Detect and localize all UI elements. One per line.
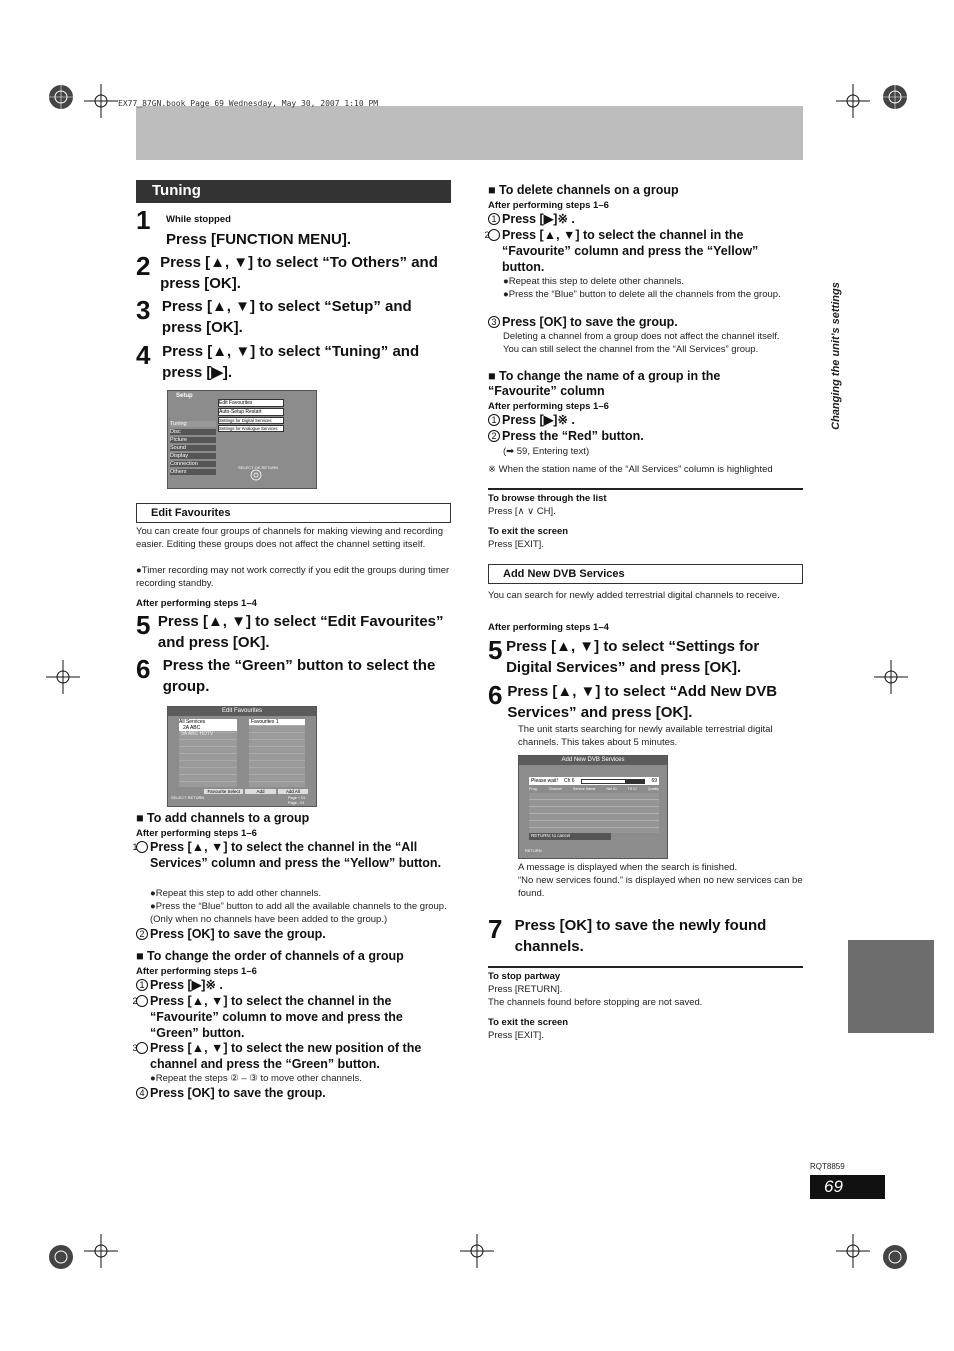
progress-percent: 69 [651,778,657,784]
dvb-step5: Press [▲, ▼] to select “Settings for Digital Services” and press [OK]. [506,638,760,676]
edit-fav-paragraph: You can create four groups of channels for making viewing and recording easier. Editing these groups does not affect the channel setting itself. [136,526,444,550]
option-item: Settings for Digital Services [218,417,284,424]
step6-text: Press the “Green” button to select the group. [162,657,436,695]
page-up: Page + 01 [288,796,306,800]
registration-mark-icon [878,1240,912,1274]
step-circle: 3 [488,316,500,328]
section-title: Tuning [136,180,451,203]
stop-text-2: The channels found before stopping are not saved. [488,997,703,1008]
dpad-icon [250,469,262,481]
doc-code: RQT8859 [810,1162,845,1171]
step-circle: 1 [136,841,148,853]
order-step2: Press [▲, ▼] to select the channel in the “Favourite” column to move and press the “Green” button. [150,994,403,1040]
step-circle: 2 [488,430,500,442]
nav-return: RETURN [261,465,279,470]
step-number: 2 [136,251,151,281]
after-steps: After performing steps 1–4 [136,598,257,609]
step5-text: Press [▲, ▼] to select “Edit Favourites” and press [OK]. [157,613,444,651]
step-circle: 2 [136,995,148,1007]
col-header: Net ID [606,787,617,791]
step-circle: 1 [488,414,500,426]
step-circle: 4 [136,1087,148,1099]
stop-heading: To stop partway [488,971,561,982]
file-line: EX77_87GN.book Page 69 Wednesday, May 30, 2007 1:10 PM [118,99,379,108]
step-circle: 1 [488,213,500,225]
menu-item: Connection [170,461,216,467]
dvb-step6-note: The unit starts searching for newly available terrestrial digital channels. This takes about 5 minutes. [518,724,773,748]
step1-text: Press [FUNCTION MENU]. [166,231,352,248]
menu-item: Display [170,453,216,459]
crosshair-icon [84,1234,118,1268]
step1-pre: While stopped [166,214,231,225]
delete-note2: ●Press the “Blue” button to delete all the channels from the group. [503,289,781,300]
step-number: 6 [488,680,503,710]
menu-item: Tuning [170,421,216,427]
after-steps: After performing steps 1–6 [488,200,609,211]
crosshair-icon [836,1234,870,1268]
favourite-select-button: Favourite Select [204,789,243,794]
menu-item: Sound [170,445,216,451]
add-dvb-header: Add New DVB Services [488,564,803,584]
add-note2: ●Press the “Blue” button to add all the available channels to the group. (Only when no channels have been added to the group.) [150,901,447,925]
step3-text: Press [▲, ▼] to select “Setup” and press [OK]. [161,298,412,336]
order-note: ●Repeat the steps ② – ③ to move other channels. [150,1073,362,1084]
col-header: Channel [548,787,562,791]
after-steps: After performing steps 1–6 [488,401,609,412]
col-header: Prog. [529,787,538,791]
setup-screen-title: Setup [176,393,193,399]
dvb-screen-title: Add New DVB Services [519,756,667,765]
menu-item: Picture [170,437,216,443]
nav-ok: OK [254,465,261,470]
dvb-step7: Press [OK] to save the newly found channels. [514,917,767,955]
side-label: Changing the unit’s settings [830,282,842,430]
add-all-button: Add All [278,789,308,794]
return-cancel-text: RETURN: to cancel [529,833,611,840]
edit-favourites-header: Edit Favourites [136,503,451,523]
fav-screen-title: Edit Favourites [168,707,316,716]
order-heading: ■ To change the order of channels of a group [136,949,404,963]
order-step1: Press [▶]※ . [150,978,223,992]
favourites-col: Favourites 1 [249,719,305,725]
step-number: 3 [136,295,151,325]
option-item: Auto-Setup Restart [218,408,284,416]
step-number: 7 [488,914,503,944]
exit-heading: To exit the screen [488,526,569,537]
browse-heading: To browse through the list [488,493,607,504]
exit-text-2: Press [EXIT]. [488,1030,544,1041]
after-steps: After performing steps 1–4 [488,622,609,633]
edit-fav-note: ●Timer recording may not work correctly if you edit the groups during timer recording standby. [136,565,450,589]
channel-row: 3A ABC HDTV [181,731,214,737]
delete-step3: Press [OK] to save the group. [502,315,678,329]
delete-heading: ■ To delete channels on a group [488,183,679,197]
registration-mark-icon [44,1240,78,1274]
dvb-paragraph: You can search for newly added terrestrial digital channels to receive. [488,590,780,601]
channel-row: 2A ABC [179,725,237,731]
step-number: 4 [136,340,151,370]
progress-bar [581,779,646,784]
after-steps: After performing steps 1–6 [136,966,257,977]
channel-text: Ch 6 [563,778,575,784]
step-number: 5 [136,610,151,640]
message-1: A message is displayed when the search is finished. [518,862,738,873]
step-circle: 3 [136,1042,148,1054]
col-header: Quality [647,787,659,791]
nav-select: SELECT [171,795,187,800]
message-2: “No new services found.” is displayed when no new services can be found. [518,875,803,899]
header-band [136,106,803,160]
step-circle: 1 [136,979,148,991]
crosshair-icon [836,84,870,118]
step-number: 6 [136,654,151,684]
add-button: Add [245,789,275,794]
crosshair-icon [874,660,908,694]
divider [488,488,803,490]
menu-item: Disc [170,429,216,435]
exit-heading-2: To exit the screen [488,1017,569,1028]
setup-screen [167,390,317,489]
rename-step2-note: (➡ 59, Entering text) [503,446,590,457]
dvb-screen [518,755,668,859]
nav-select: SELECT [238,465,254,470]
order-step3: Press [▲, ▼] to select the new position of the channel and press the “Green” button. [150,1041,422,1071]
add-step1: Press [▲, ▼] to select the channel in the “All Services” column and press the “Yellow” button. [150,840,442,870]
all-services-col: All Services [179,719,237,725]
step-circle: 2 [136,928,148,940]
step4-text: Press [▲, ▼] to select “Tuning” and press [▶]. [162,343,420,381]
exit-text: Press [EXIT]. [488,539,544,550]
delete-step3-note: Deleting a channel from a group does not affect the channel itself. You can still select the channel from the “All Services” group. [503,331,780,355]
delete-step2: Press [▲, ▼] to select the channel in the “Favourite” column and press the “Yellow” button. [502,228,759,274]
please-wait-text: Please wait! [531,778,558,784]
step-number: 5 [488,635,503,665]
nav-return: RETURN [525,848,542,853]
crosshair-icon [46,660,80,694]
order-step4: Press [OK] to save the group. [150,1086,326,1100]
rename-step1: Press [▶]※ . [502,413,575,427]
stop-text-1: Press [RETURN]. [488,984,563,995]
dvb-step6: Press [▲, ▼] to select “Add New DVB Services” and press [OK]. [507,683,778,721]
menu-item: Others [170,469,216,475]
col-header: Service Name [572,787,596,791]
crosshair-icon [84,84,118,118]
after-steps: After performing steps 1–6 [136,828,257,839]
page-down: Page - 01 [288,800,305,805]
divider [488,966,803,968]
delete-step1: Press [▶]※ . [502,212,575,226]
registration-mark-icon [44,80,78,114]
crosshair-icon [460,1234,494,1268]
favourites-screen [167,706,317,807]
delete-note1: ●Repeat this step to delete other channels. [503,276,685,287]
col-header: TS ID [627,787,637,791]
results-table [529,793,659,833]
step-number: 1 [136,205,151,235]
rename-step2: Press the “Red” button. [502,429,644,443]
option-item: Edit Favourites [218,399,284,407]
step2-text: Press [▲, ▼] to select “To Others” and press [OK]. [160,254,438,292]
add-note1: ●Repeat this step to add other channels. [150,888,322,899]
side-tab [848,940,934,1033]
registration-mark-icon [878,80,912,114]
rename-heading: ■ To change the name of a group in the “Favourite” column [488,369,721,398]
nav-return: RETURN [187,795,205,800]
add-step2: Press [OK] to save the group. [150,927,326,941]
page-number: 69 [810,1175,885,1199]
browse-text: Press [∧ ∨ CH]. [488,506,556,517]
step-circle: 2 [488,229,500,241]
add-channels-heading: ■ To add channels to a group [136,811,310,825]
option-item: Settings for Analogue Services [218,425,284,432]
footnote: ※ When the station name of the “All Services” column is highlighted [488,464,773,475]
